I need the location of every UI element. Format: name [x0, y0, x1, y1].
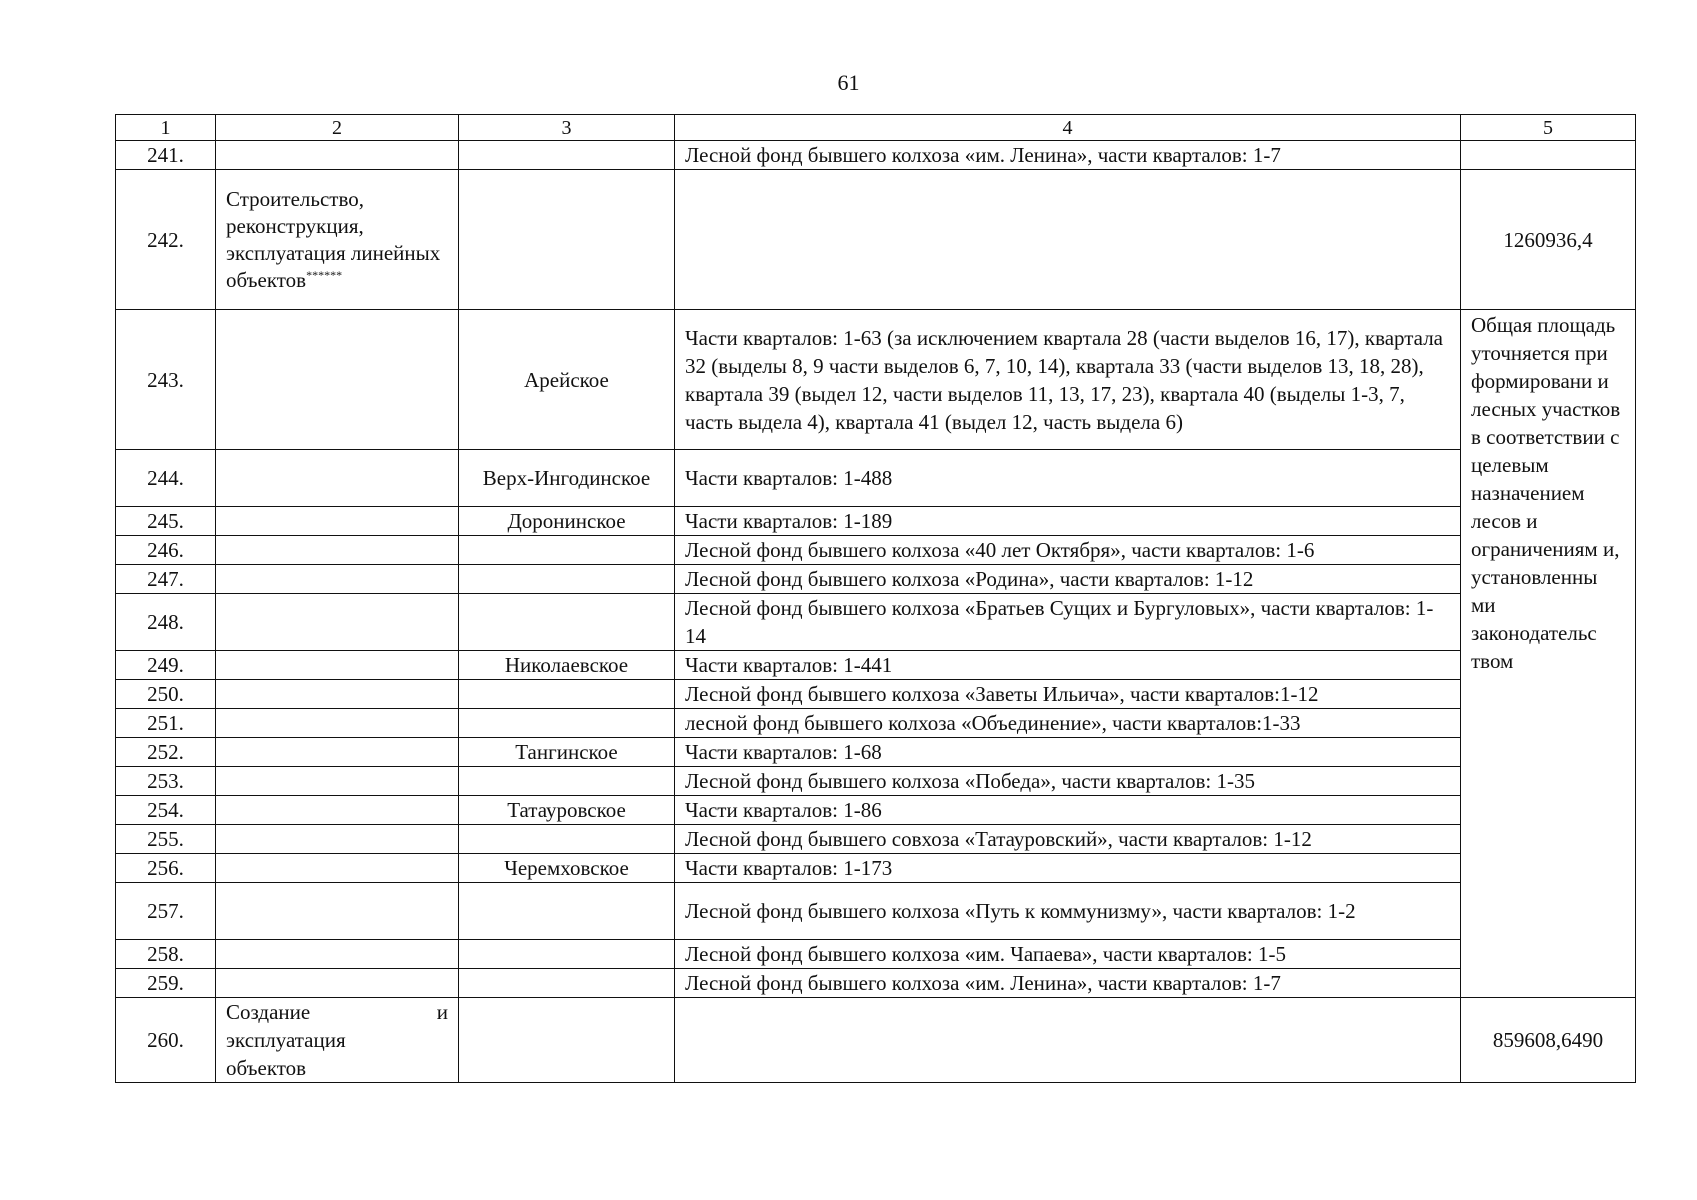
purpose-cell: [216, 565, 459, 594]
forestry-cell: Тангинское: [459, 738, 675, 767]
row-number: 260.: [116, 998, 216, 1083]
row-number: 249.: [116, 651, 216, 680]
forestry-cell: [459, 940, 675, 969]
purpose-first-line: [226, 998, 448, 1026]
purpose-cell: [216, 507, 459, 536]
purpose-cell: [216, 854, 459, 883]
header-col-3: 3: [459, 115, 675, 141]
location-cell: лесной фонд бывшего колхоза «Объединение», части кварталов:1-33: [675, 709, 1461, 738]
location-cell: Части кварталов: 1-441: [675, 651, 1461, 680]
area-note-cell: Общая площадь уточняется при формировани и лесных участков в соответствии с целевым назначением лесов и ограничениям и, установленны ми законодательс твом: [1461, 310, 1636, 998]
row-number: 247.: [116, 565, 216, 594]
row-number: 252.: [116, 738, 216, 767]
row-number: 243.: [116, 310, 216, 450]
location-cell: [675, 998, 1461, 1083]
header-col-1: 1: [116, 115, 216, 141]
row-number: 253.: [116, 767, 216, 796]
area-cell: [1461, 141, 1636, 170]
forestry-cell: [459, 536, 675, 565]
table-row: [116, 507, 1636, 536]
table-row: [116, 940, 1636, 969]
forestry-cell: [459, 709, 675, 738]
location-cell: Лесной фонд бывшего колхоза «40 лет Октября», части кварталов: 1-6: [675, 536, 1461, 565]
location-cell: Лесной фонд бывшего колхоза «Путь к коммунизму», части кварталов: 1-2: [675, 883, 1461, 940]
row-number: 241.: [116, 141, 216, 170]
forestry-cell: [459, 767, 675, 796]
purpose-cell: [216, 680, 459, 709]
row-number: 257.: [116, 883, 216, 940]
table-row: [116, 170, 1636, 310]
forestry-cell: Доронинское: [459, 507, 675, 536]
purpose-cell: [216, 594, 459, 651]
location-cell: Лесной фонд бывшего колхоза «Победа», части кварталов: 1-35: [675, 767, 1461, 796]
purpose-cell: [216, 709, 459, 738]
purpose-cell: [216, 796, 459, 825]
forestry-cell: [459, 998, 675, 1083]
forestry-cell: [459, 170, 675, 310]
header-col-2: 2: [216, 115, 459, 141]
table-row: [116, 141, 1636, 170]
area-cell: 1260936,4: [1461, 170, 1636, 310]
forestry-cell: Николаевское: [459, 651, 675, 680]
location-cell: Части кварталов: 1-86: [675, 796, 1461, 825]
purpose-word-2: и: [436, 1000, 448, 1024]
purpose-cell: [216, 651, 459, 680]
row-number: 248.: [116, 594, 216, 651]
purpose-cell: [216, 998, 459, 1083]
forestry-cell: [459, 969, 675, 998]
forestry-cell: Верх-Ингодинское: [459, 450, 675, 507]
row-number: 254.: [116, 796, 216, 825]
forest-lands-table: [115, 114, 1636, 1083]
purpose-cell: [216, 883, 459, 940]
table-row: [116, 536, 1636, 565]
row-number: 242.: [116, 170, 216, 310]
forestry-cell: [459, 141, 675, 170]
purpose-text: Строительство, реконструкция, эксплуатация линейных объектов: [226, 186, 441, 292]
table-header-row: [116, 115, 1636, 141]
forestry-cell: Арейское: [459, 310, 675, 450]
purpose-cell: [216, 825, 459, 854]
location-cell: Части кварталов: 1-189: [675, 507, 1461, 536]
location-cell: Части кварталов: 1-68: [675, 738, 1461, 767]
page-number: 61: [837, 70, 860, 95]
table-row: [116, 969, 1636, 998]
row-number: 255.: [116, 825, 216, 854]
header-col-4: 4: [675, 115, 1461, 141]
purpose-cell: [216, 969, 459, 998]
location-cell: Лесной фонд бывшего колхоза «им. Ленина», части кварталов: 1-7: [675, 969, 1461, 998]
location-cell: [675, 170, 1461, 310]
location-cell: Части кварталов: 1-63 (за исключением квартала 28 (части выделов 16, 17), квартала 32 (выделы 8, 9 части выделов 6, 7, 10, 14), квартала 33 (части выделов 13, 18, 28), квартала 39 (выдел 12, части выделов 11, 13, 17, 23), квартала 40 (выделы 1-3, 7, часть выдела 4), квартала 41 (выдел 12, часть выдела 6): [675, 310, 1461, 450]
purpose-rest: эксплуатация объектов: [226, 1028, 346, 1080]
purpose-cell: [216, 767, 459, 796]
table-row: [116, 565, 1636, 594]
forestry-cell: [459, 883, 675, 940]
row-number: 256.: [116, 854, 216, 883]
row-number: 258.: [116, 940, 216, 969]
location-cell: Лесной фонд бывшего колхоза «им. Ленина», части кварталов: 1-7: [675, 141, 1461, 170]
table-row: [116, 825, 1636, 854]
location-cell: Лесной фонд бывшего колхоза «Родина», части кварталов: 1-12: [675, 565, 1461, 594]
table-row: [116, 998, 1636, 1083]
table-row: [116, 738, 1636, 767]
row-number: 259.: [116, 969, 216, 998]
table-row: [116, 796, 1636, 825]
location-cell: Лесной фонд бывшего совхоза «Татауровский», части кварталов: 1-12: [675, 825, 1461, 854]
forestry-cell: [459, 825, 675, 854]
location-cell: Части кварталов: 1-488: [675, 450, 1461, 507]
purpose-cell: [216, 310, 459, 450]
table-row: [116, 709, 1636, 738]
table-row: [116, 651, 1636, 680]
row-number: 251.: [116, 709, 216, 738]
row-number: 245.: [116, 507, 216, 536]
header-col-5: 5: [1461, 115, 1636, 141]
location-cell: Лесной фонд бывшего колхоза «им. Чапаева», части кварталов: 1-5: [675, 940, 1461, 969]
table-row: [116, 450, 1636, 507]
location-cell: Части кварталов: 1-173: [675, 854, 1461, 883]
location-cell: Лесной фонд бывшего колхоза «Братьев Сущих и Бургуловых», части кварталов: 1-14: [675, 594, 1461, 651]
purpose-word-1: Создание: [226, 1000, 311, 1024]
forestry-cell: [459, 680, 675, 709]
purpose-cell: [216, 738, 459, 767]
table-row: [116, 767, 1636, 796]
row-number: 244.: [116, 450, 216, 507]
footnote-mark: ******: [306, 267, 343, 282]
location-cell: Лесной фонд бывшего колхоза «Заветы Ильича», части кварталов:1-12: [675, 680, 1461, 709]
row-number: 246.: [116, 536, 216, 565]
table-row: [116, 680, 1636, 709]
forestry-cell: [459, 565, 675, 594]
forestry-cell: Черемховское: [459, 854, 675, 883]
purpose-cell: [216, 170, 459, 310]
forestry-cell: [459, 594, 675, 651]
purpose-cell: [216, 141, 459, 170]
table-row: [116, 883, 1636, 940]
area-cell: 859608,6490: [1461, 998, 1636, 1083]
table-row: [116, 310, 1636, 450]
table-row: [116, 594, 1636, 651]
purpose-cell: [216, 450, 459, 507]
row-number: 250.: [116, 680, 216, 709]
purpose-cell: [216, 940, 459, 969]
purpose-cell: [216, 536, 459, 565]
table-row: [116, 854, 1636, 883]
forestry-cell: Татауровское: [459, 796, 675, 825]
